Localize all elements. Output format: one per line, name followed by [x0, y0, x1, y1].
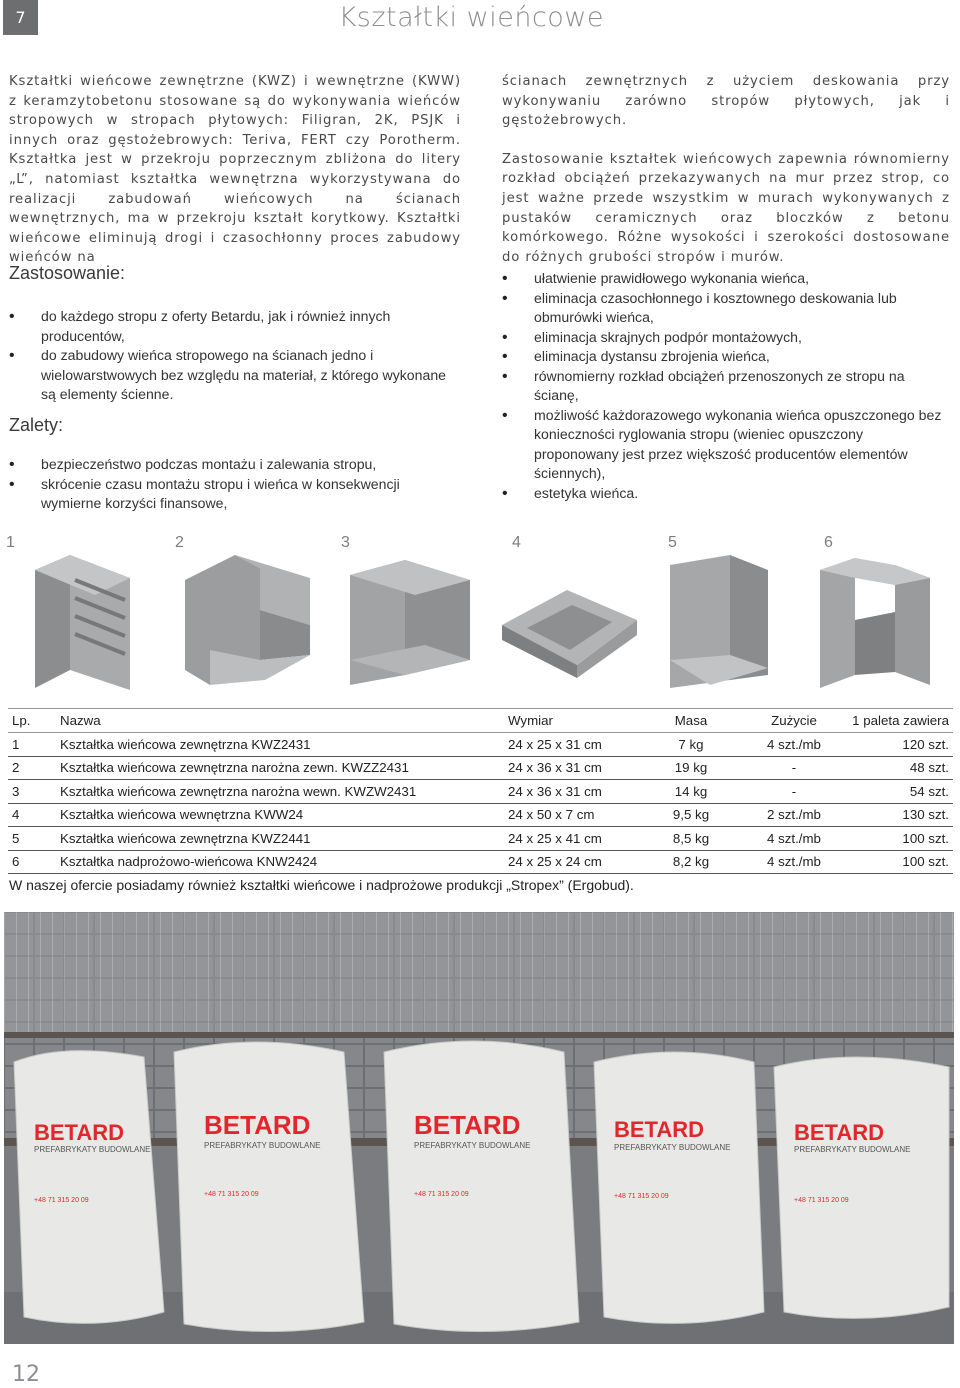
cell: Kształtka wieńcowa zewnętrzna narożna wewn. KWZW2431 — [56, 780, 504, 804]
cell: 3 — [8, 780, 56, 804]
cell: 24 x 25 x 24 cm — [504, 850, 642, 874]
cell: 4 szt./mb — [740, 733, 848, 757]
table-row — [8, 733, 953, 757]
cell: 4 — [8, 803, 56, 827]
col-header-masa: Masa — [642, 709, 740, 733]
list-item: • eliminacja skrajnych podpór montażowych, — [502, 328, 942, 348]
cell: 130 szt. — [848, 803, 953, 827]
cell: 48 szt. — [848, 756, 953, 780]
page-number-badge: 7 — [3, 0, 38, 35]
cell: 5 — [8, 827, 56, 851]
cell: 2 szt./mb — [740, 803, 848, 827]
list-item: • do zabudowy wieńca stropowego na ścianach jedno i wielowarstwowych bez względu na materiał, z którego wykonane są elementy ścienne. — [9, 346, 461, 405]
cell: 24 x 36 x 31 cm — [504, 756, 642, 780]
image-number-3: 3 — [341, 534, 350, 551]
zalety-list — [9, 455, 439, 514]
table-header-row — [8, 709, 953, 733]
cell: 100 szt. — [848, 827, 953, 851]
cell: - — [740, 756, 848, 780]
page-title: Kształtki wieńcowe — [338, 2, 604, 33]
cell: 120 szt. — [848, 733, 953, 757]
image-number-1: 1 — [6, 534, 15, 551]
list-item: • ułatwienie prawidłowego wykonania wieńca, — [502, 269, 942, 289]
bag-phone-5: +48 71 315 20 09 — [794, 1197, 849, 1204]
bag-brand-2: BETARD — [204, 1110, 311, 1140]
intro-left-paragraph — [9, 72, 461, 268]
cell: Kształtka wieńcowa zewnętrzna KWZ2431 — [56, 733, 504, 757]
cell: 19 kg — [642, 756, 740, 780]
image-number-6: 6 — [824, 534, 833, 551]
bag-phone-3: +48 71 315 20 09 — [414, 1191, 469, 1198]
storage-yard-photo — [4, 912, 954, 1344]
cell: 9,5 kg — [642, 803, 740, 827]
bag-brand-5: BETARD — [794, 1120, 885, 1145]
cell: 2 — [8, 756, 56, 780]
bag-tagline-4: PREFABRYKATY BUDOWLANE — [614, 1143, 731, 1152]
zastosowanie-heading: Zastosowanie: — [9, 263, 126, 283]
intro-left-text: Kształtki wieńcowe zewnętrzne (KWZ) i wewnętrzne (KWW) z keramzytobetonu stosowane są do wykonywania wieńców stropowych w stropach płytowych: Filigran, 2K, PSJK i innych oraz gęstożebrowych: Teriva, FERT czy Porotherm. Kształtka jest w przekroju poprzecznym zbliżona do litery „L”, natomiast kształtka wewnętrzna wykorzystywana do realizacji zabudowań wieńcowych na ścianach wewnętrznych, ma w przekroju kształt korytkowy. Kształtki wieńcowe eliminują drogi i czasochłonny proces zabudowy wieńców na — [9, 74, 461, 266]
list-item: • równomierny rozkład obciążeń przenoszonych ze stropu na ścianę, — [502, 367, 942, 406]
product-photo-kwz2431 — [25, 550, 140, 690]
intro-right-text-2: Zastosowanie kształtek wieńcowych zapewnia równomierny rozkład obciążeń przekazywanych na mur przez strop, co jest ważne przede wszystkim w murach wykonywanych z pustaków ceramicznych oraz bloczków z betonu komórkowego. Różne wysokości i szerokości dostosowane do różnych grubości stropów i murów. — [502, 151, 950, 265]
product-photo-kwzz2431 — [180, 550, 315, 690]
footer-page-number: 12 — [12, 1362, 40, 1387]
col-header-wymiar: Wymiar — [504, 709, 642, 733]
cell: - — [740, 780, 848, 804]
cell: 100 szt. — [848, 850, 953, 874]
col-header-paleta: 1 paleta zawiera — [848, 709, 953, 733]
cell: 24 x 50 x 7 cm — [504, 803, 642, 827]
table-row — [8, 780, 953, 804]
bag-phone-1: +48 71 315 20 09 — [34, 1197, 89, 1204]
intro-right-paragraphs — [502, 72, 950, 267]
table-row — [8, 803, 953, 827]
col-header-nazwa: Nazwa — [56, 709, 504, 733]
list-item: • eliminacja czasochłonnego i kosztownego deskowania lub obmurówki wieńca, — [502, 289, 942, 328]
cell: Kształtka wieńcowa zewnętrzna KWZ2441 — [56, 827, 504, 851]
col-header-zuzycie: Zużycie — [740, 709, 848, 733]
table-row — [8, 827, 953, 851]
cell: 7 kg — [642, 733, 740, 757]
spec-table — [8, 708, 953, 874]
cell: Kształtka nadprożowo-wieńcowa KNW2424 — [56, 850, 504, 874]
intro-right-text-1: ścianach zewnętrznych z użyciem deskowania przy wykonywaniu zarówno stropów płytowych, jak i gęstożebrowych. — [502, 74, 950, 129]
list-item: • bezpieczeństwo podczas montażu i zalewania stropu, — [9, 455, 439, 475]
product-photo-kwz2441 — [660, 550, 775, 690]
list-item: • estetyka wieńca. — [502, 484, 942, 504]
image-number-5: 5 — [668, 534, 677, 551]
cell: 1 — [8, 733, 56, 757]
list-item: • do każdego stropu z oferty Betardu, jak i również innych producentów, — [9, 307, 461, 346]
cell: Kształtka wieńcowa wewnętrzna KWW24 — [56, 803, 504, 827]
image-number-2: 2 — [175, 534, 184, 551]
product-photo-kwzw2431 — [345, 550, 475, 690]
cell: 4 szt./mb — [740, 850, 848, 874]
bag-brand-4: BETARD — [614, 1117, 705, 1142]
bag-tagline-1: PREFABRYKATY BUDOWLANE — [34, 1145, 151, 1154]
bag-brand-3: BETARD — [414, 1110, 521, 1140]
bag-brand-1: BETARD — [34, 1120, 125, 1145]
cell: 6 — [8, 850, 56, 874]
cell: 54 szt. — [848, 780, 953, 804]
bag-phone-4: +48 71 315 20 09 — [614, 1193, 669, 1200]
product-photo-kww24 — [492, 550, 642, 690]
product-photo-knw2424 — [810, 550, 940, 690]
image-number-4: 4 — [512, 534, 521, 551]
list-item: • możliwość każdorazowego wykonania wieńca opuszczonego bez konieczności ryglowania stropu (wieniec opuszczony proponowany jest przez większość producentów elementów ściennych), — [502, 406, 942, 484]
cell: 24 x 25 x 31 cm — [504, 733, 642, 757]
zastosowanie-list — [9, 307, 461, 405]
cell: 8,5 kg — [642, 827, 740, 851]
cell: 14 kg — [642, 780, 740, 804]
cell: Kształtka wieńcowa zewnętrzna narożna zewn. KWZZ2431 — [56, 756, 504, 780]
list-item: • skrócenie czasu montażu stropu i wieńca w konsekwencji wymierne korzyści finansowe, — [9, 475, 439, 514]
col-header-lp: Lp. — [8, 709, 56, 733]
list-item: • eliminacja dystansu zbrojenia wieńca, — [502, 347, 942, 367]
cell: 8,2 kg — [642, 850, 740, 874]
cell: 4 szt./mb — [740, 827, 848, 851]
cell: 24 x 36 x 31 cm — [504, 780, 642, 804]
benefits-list — [502, 269, 942, 503]
bag-tagline-5: PREFABRYKATY BUDOWLANE — [794, 1145, 911, 1154]
table-row — [8, 756, 953, 780]
bag-tagline-3: PREFABRYKATY BUDOWLANE — [414, 1141, 531, 1150]
zalety-heading: Zalety: — [9, 415, 64, 435]
cell: 24 x 25 x 41 cm — [504, 827, 642, 851]
bag-phone-2: +48 71 315 20 09 — [204, 1191, 259, 1198]
bag-tagline-2: PREFABRYKATY BUDOWLANE — [204, 1141, 321, 1150]
footnote: W naszej ofercie posiadamy również kształtki wieńcowe i nadprożowe produkcji „Stropex” (Ergobud). — [9, 877, 634, 893]
table-row — [8, 850, 953, 874]
